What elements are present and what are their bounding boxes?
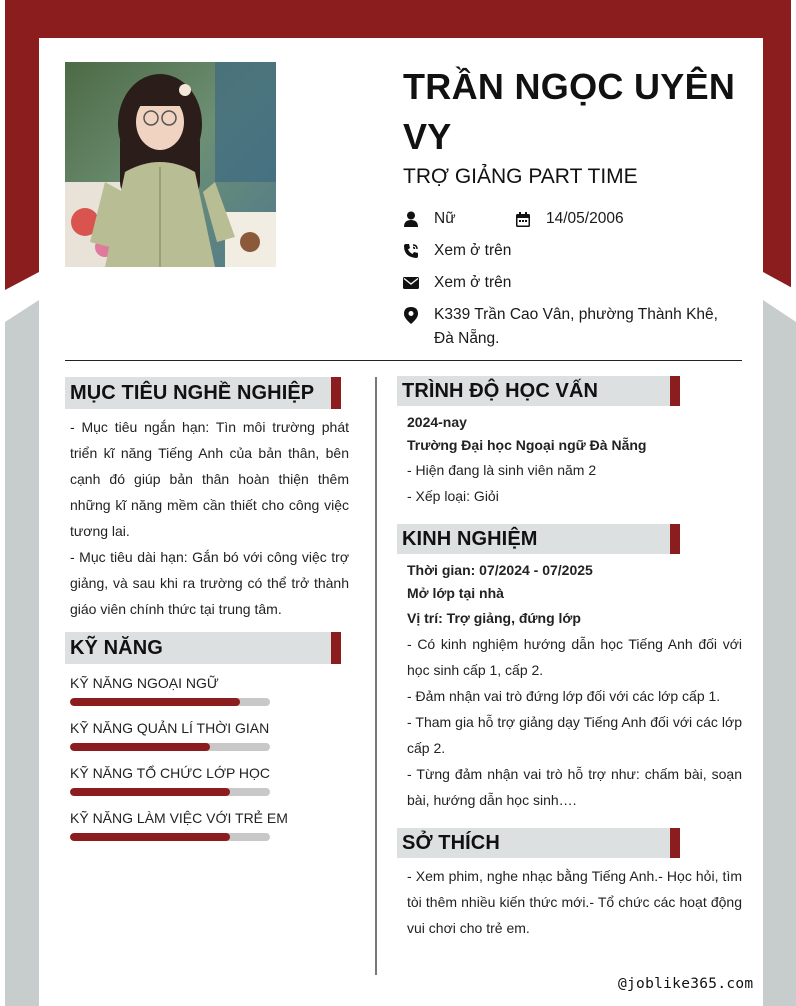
skill-label: KỸ NĂNG QUẢN LÍ THỜI GIAN [70,720,270,736]
user-icon [403,207,419,231]
skill-label: KỸ NĂNG NGOẠI NGỮ [70,675,219,691]
education-heading [397,376,680,406]
career-goal-title: MỤC TIÊU NGHỀ NGHIỆP [70,381,315,404]
skill-bar-fill [70,788,230,796]
email-value: Xem ở trên [434,274,512,291]
heading-accent-bar [331,632,341,664]
experience-position: Vị trí: Trợ giảng, đứng lớp [407,610,581,626]
location-pin-icon [403,303,419,327]
hobbies-heading [397,828,680,858]
hobbies-text: - Xem phim, nghe nhạc bằng Tiếng Anh.- Học hỏi, tìm tòi thêm nhiều kiến thức mới.- Tổ chức các hoạt động vui chơi cho trẻ em. [407,868,742,936]
heading-accent-bar [670,376,680,406]
gender-row [403,207,456,231]
birthday-row [515,207,624,231]
skill-bar-fill [70,698,240,706]
brand-watermark: @joblike365.com [618,976,754,992]
education-title: TRÌNH ĐỘ HỌC VẤN [402,379,599,402]
education-item: - Hiện đang là sinh viên năm 2 [407,462,597,478]
experience-item: - Đảm nhận vai trò đứng lớp đối với các lớp cấp 1. [407,688,721,704]
phone-value: Xem ở trên [434,242,512,259]
experience-period: Thời gian: 07/2024 - 07/2025 [407,562,593,578]
heading-accent-bar [670,828,680,858]
skill-bar-track [70,698,270,706]
candidate-name: TRẦN NGỌC UYÊN VY [403,66,736,157]
envelope-icon [403,271,419,295]
heading-accent-bar [670,524,680,554]
job-title: TRỢ GIẢNG PART TIME [403,165,638,188]
experience-item: - Tham gia hỗ trợ giảng dạy Tiếng Anh đối với các lớp cấp 2. [407,714,742,756]
profile-photo [65,62,276,267]
skill-bar-track [70,833,270,841]
birthday-value: 14/05/2006 [546,210,624,227]
hobbies-title: SỞ THÍCH [402,831,500,854]
skills-heading [65,632,341,664]
career-goal-long-term: - Mục tiêu dài hạn: Gắn bó với công việc trợ giảng, và sau khi ra trường có thể trở thành giáo viên chính thức tại trung tâm. [70,549,349,617]
skill-bar-fill [70,743,210,751]
experience-title: KINH NGHIỆM [402,527,538,550]
column-divider [375,377,377,975]
gender-value: Nữ [434,210,456,227]
phone-icon [403,239,419,263]
skill-bar-track [70,743,270,751]
skill-bar-track [70,788,270,796]
calendar-icon [515,207,531,231]
address-value: K339 Trần Cao Vân, phường Thành Khê, Đà Nẵng. [434,306,718,347]
career-goal-short-term: - Mục tiêu ngắn hạn: Tìn môi trường phát triển kĩ năng Tiếng Anh của bản thân, bên cạnh đó giúp bản thân hoàn thiện thêm những kĩ năng mềm cần thiết cho công việc tương lai. [70,419,349,539]
address-row [403,303,733,351]
experience-company: Mở lớp tại nhà [407,585,504,601]
education-period: 2024-nay [407,414,467,430]
career-goal-heading [65,377,341,409]
skill-label: KỸ NĂNG TỔ CHỨC LỚP HỌC [70,765,271,781]
education-school: Trường Đại học Ngoại ngữ Đà Nẵng [407,437,647,453]
email-row [403,271,511,295]
heading-accent-bar [331,377,341,409]
skill-bar-fill [70,833,230,841]
experience-heading [397,524,680,554]
experience-item: - Có kinh nghiệm hướng dẫn học Tiếng Anh đối với học sinh cấp 1, cấp 2. [407,636,742,678]
experience-item: - Từng đảm nhận vai trò hỗ trợ như: chấm bài, soạn bài, hướng dẫn học sinh…. [407,766,742,808]
skills-title: KỸ NĂNG [70,636,163,659]
phone-row [403,239,511,263]
education-item: - Xếp loại: Giỏi [407,488,499,504]
skill-label: KỸ NĂNG LÀM VIỆC VỚI TRẺ EM [70,810,288,826]
header-divider [65,360,742,361]
